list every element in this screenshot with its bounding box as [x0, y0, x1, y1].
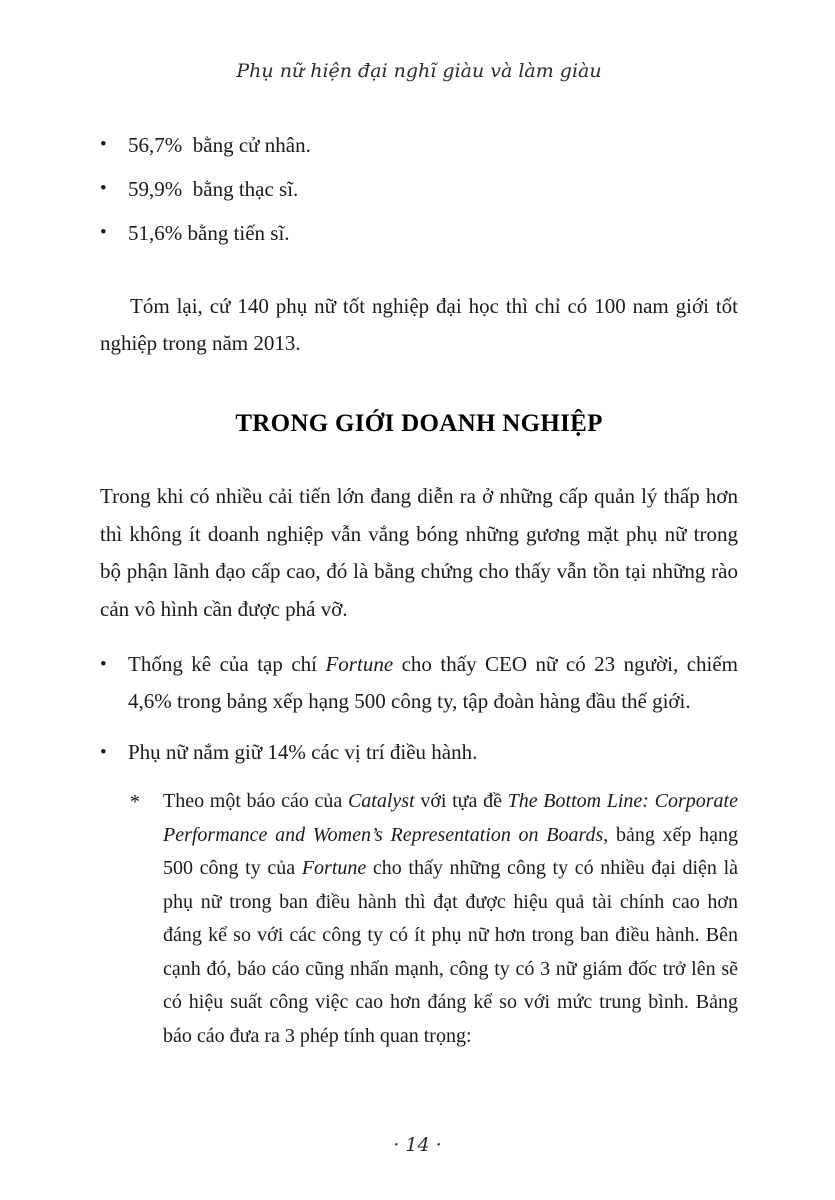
- text-segment: cho thấy những công ty có nhiều đại diện là phụ nữ trong ban điều hành thì đạt được hiệu quả tài chính cao hơn đáng kể so với các công ty có ít phụ nữ hơn trong ban điều hành. Bên cạnh đó, báo cáo cũng nhấn mạnh, công ty có 3 nữ giám đốc trở lên sẽ có hiệu suất công việc cao hơn đáng kể so với mức trung bình. Bảng báo cáo đưa ra 3 phép tính quan trọng:: [163, 857, 738, 1047]
- stats-bullet-list: [100, 132, 738, 246]
- list-item: [100, 646, 738, 720]
- text-segment: với tựa đề: [414, 790, 508, 812]
- bullet-marker: •: [100, 654, 107, 675]
- stat-text: 56,7% bằng cử nhân.: [128, 133, 311, 157]
- sub-item-text: [163, 785, 738, 1053]
- text-segment-italic: Catalyst: [347, 790, 415, 812]
- intro-paragraph: Tóm lại, cứ 140 phụ nữ tốt nghiệp đại học thì chỉ có 100 nam giới tốt nghiệp trong năm 2013.: [100, 294, 738, 355]
- page-number: · 14 ·: [393, 1134, 442, 1156]
- text-segment: , bảng xếp hạng 500 công ty của: [163, 823, 738, 879]
- text-segment: Thống kê của tạp chí: [128, 652, 326, 676]
- bullet-marker: •: [100, 178, 107, 199]
- bullet-marker: •: [100, 222, 107, 243]
- running-header: Phụ nữ hiện đại nghĩ giàu và làm giàu: [236, 60, 602, 82]
- text-segment: Theo một báo cáo của: [163, 790, 348, 812]
- text-segment-italic: Fortune: [301, 857, 367, 879]
- asterisk-marker: *: [130, 791, 140, 813]
- sub-list-item: [100, 785, 738, 1053]
- bullet-marker: •: [100, 134, 107, 155]
- section-heading: TRONG GIỚI DOANH NGHIỆP: [235, 410, 603, 437]
- list-item: [100, 220, 738, 246]
- bullet-text: [128, 734, 738, 771]
- list-item: [100, 734, 738, 771]
- text-segment: cho thấy CEO nữ có 23 người, chiếm 4,6% trong bảng xếp hạng 500 công ty, tập đoàn hàng đầu thế giới.: [128, 652, 738, 713]
- stat-text: 59,9% bằng thạc sĩ.: [128, 177, 299, 201]
- list-item: [100, 176, 738, 202]
- text-segment-italic: Fortune: [325, 652, 394, 676]
- bullet-text: [128, 646, 738, 720]
- text-segment-italic: The Bottom Line: Corporate Performance and Women’s Representation on Boards: [163, 790, 738, 846]
- section-lead-paragraph: Trong khi có nhiều cải tiến lớn đang diễn ra ở những cấp quản lý thấp hơn thì không ít doanh nghiệp vẫn vắng bóng những gương mặt phụ nữ trong bộ phận lãnh đạo cấp cao, đó là bằng chứng cho thấy vẫn tồn tại những rào cản vô hình cần được phá vỡ.: [100, 484, 738, 621]
- text-segment: Phụ nữ nắm giữ 14% các vị trí điều hành.: [128, 740, 478, 764]
- bullet-marker: •: [100, 742, 107, 763]
- section-bullet-list: [100, 646, 738, 1053]
- list-item: [100, 132, 738, 158]
- stat-text: 51,6% bằng tiến sĩ.: [128, 221, 290, 245]
